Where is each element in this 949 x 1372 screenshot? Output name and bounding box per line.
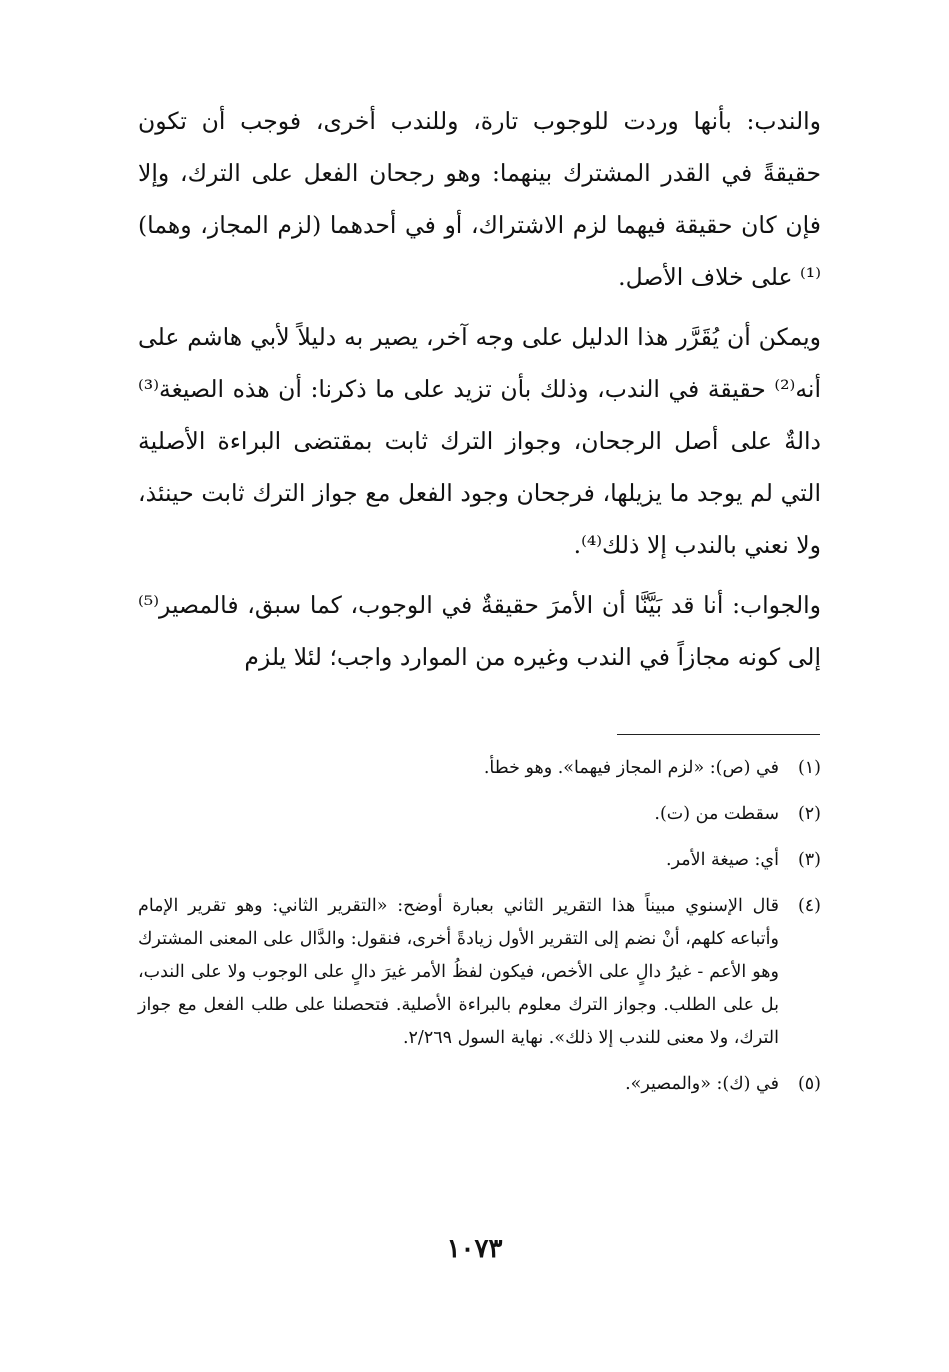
footnote-number: (٤)	[797, 896, 821, 916]
main-text	[138, 95, 821, 683]
paragraph-3: والجواب: أنا قد بَيَّنَّا أن الأمرَ حقيقةٌ في الوجوب، كما سبق، فالمصير⁽⁵⁾ إلى كونه مجازاً في الندب وغيره من الموارد واجب؛ لئلا يلزم	[138, 591, 821, 671]
footnote-number: (٥)	[797, 1074, 821, 1094]
page-number: ١٠٧٣	[446, 1234, 503, 1264]
footnote-text: سقطت من (ت).	[654, 804, 779, 824]
footnote-text: أي: صيغة الأمر.	[666, 850, 779, 870]
footnotes	[138, 752, 821, 1114]
footnote-separator	[617, 734, 820, 735]
footnote-4	[138, 890, 821, 1055]
footnote-number: (٢)	[797, 804, 821, 824]
footnote-number: (٣)	[797, 850, 821, 870]
footnote-number: (١)	[797, 758, 821, 778]
footnote-3	[138, 844, 821, 877]
paragraph-1: والندب: بأنها وردت للوجوب تارة، وللندب أخرى، فوجب أن تكون حقيقةً في القدر المشترك بينهما: وهو رجحان الفعل على الترك، وإلا فإن كان حقيقة فيهما لزم الاشتراك، أو في أحدهما (لزم المجاز، وهما)⁽¹⁾ على خلاف الأصل.	[138, 107, 821, 291]
footnote-text: قال الإسنوي مبيناً هذا التقرير الثاني بعبارة أوضح: «التقرير الثاني: وهو تقرير الإمام وأتباعه كلهم، أنْ نضم إلى التقرير الأول زيادةً أخرى، فنقول: والدَّال على المعنى المشترك وهو الأعم - غيرُ دالٍ على الأخص، فيكون لفظُ الأمر غيرَ دالٍ على الوجوب ولا على الندب، بل على الطلب. وجواز الترك معلوم بالبراءة الأصلية. فتحصلنا على طلب الفعل مع جواز الترك، ولا معنى للندب إلا ذلك». نهاية السول ٢/٢٦٩.	[138, 896, 779, 1048]
footnote-text: في (ك): «والمصير».	[625, 1074, 779, 1094]
footnote-2	[138, 798, 821, 831]
paragraph-2: ويمكن أن يُقَرَّر هذا الدليل على وجه آخر، يصير به دليلاً لأبي هاشم على أنه⁽²⁾ حقيقة في الندب، وذلك بأن تزيد على ما ذكرنا: أن هذه الصيغة⁽³⁾ دالةٌ على أصل الرجحان، وجواز الترك ثابت بمقتضى البراءة الأصلية التي لم يوجد ما يزيلها، فرجحان وجود الفعل مع جواز الترك ثابت حينئذ، ولا نعني بالندب إلا ذلك⁽⁴⁾.	[138, 323, 821, 559]
footnote-5	[138, 1068, 821, 1101]
footnote-text: في (ص): «لزم المجاز فيهما». وهو خطأ.	[483, 758, 779, 778]
footnote-1	[138, 752, 821, 785]
